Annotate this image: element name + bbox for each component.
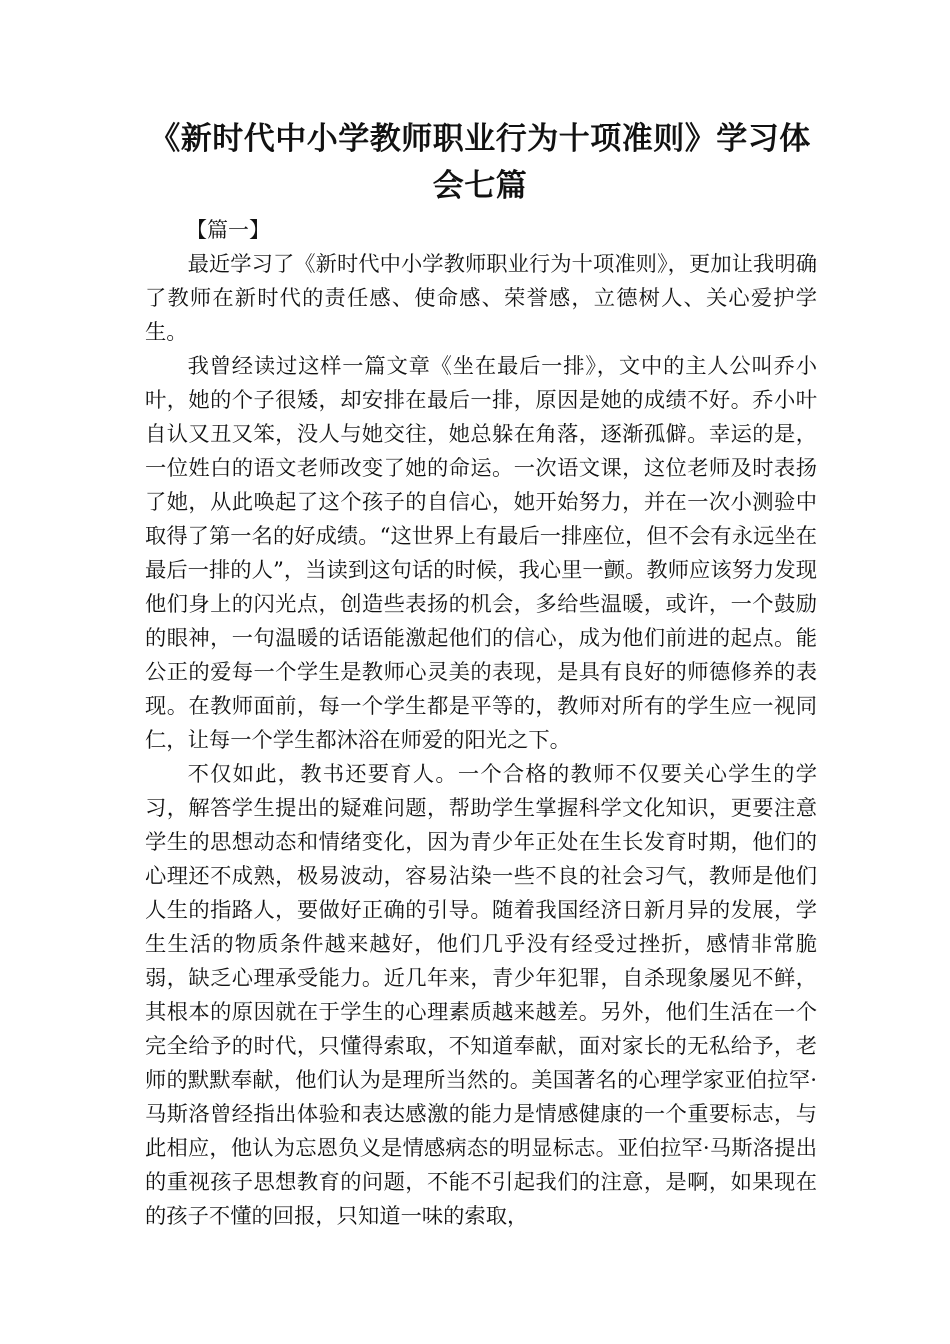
paragraph-1: 最近学习了《新时代中小学教师职业行为十项准则》，更加让我明确了教师在新时代的责任感、使命感、荣誉感，立德树人、关心爱护学生。 <box>145 252 817 345</box>
section-label: 【篇一】 <box>186 218 270 242</box>
document-body <box>145 248 817 1234</box>
paragraph-2: 我曾经读过这样一篇文章《坐在最后一排》，文中的主人公叫乔小叶，她的个子很矮，却安排在最后一排，原因是她的成绩不好。乔小叶自认又丑又笨，没人与她交往，她总躲在角落，逐渐孤僻。幸运的是，一位姓白的语文老师改变了她的命运。一次语文课，这位老师及时表扬了她，从此唤起了这个孩子的自信心，她开始努力，并在一次小测验中取得了第一名的好成绩。“这世界上有最后一排座位，但不会有永远坐在最后一排的人”，当读到这句话的时候，我心里一颤。教师应该努力发现他们身上的闪光点，创造些表扬的机会，多给些温暖，或许，一个鼓励的眼神，一句温暖的话语能激起他们的信心，成为他们前进的起点。能公正的爱每一个学生是教师心灵美的表现，是具有良好的师德修养的表现。在教师面前，每一个学生都是平等的，教师对所有的学生应一视同仁，让每一个学生都沐浴在师爱的阳光之下。 <box>145 354 817 753</box>
document-title: 《新时代中小学教师职业行为十项准则》学习体会七篇 <box>149 121 811 204</box>
paragraph-3: 不仅如此，教书还要育人。一个合格的教师不仅要关心学生的学习，解答学生提出的疑难问题，帮助学生掌握科学文化知识，更要注意学生的思想动态和情绪变化，因为青少年正处在生长发育时期，他们的心理还不成熟，极易波动，容易沾染一些不良的社会习气，教师是他们人生的指路人，要做好正确的引导。随着我国经济日新月异的发展，学生生活的物质条件越来越好，他们几乎没有经受过挫折，感情非常脆弱，缺乏心理承受能力。近几年来，青少年犯罪，自杀现象屡见不鲜，其根本的原因就在于学生的心理素质越来越差。另外，他们生活在一个完全给予的时代，只懂得索取，不知道奉献，面对家长的无私给予，老师的默默奉献，他们认为是理所当然的。美国著名的心理学家亚伯拉罕·马斯洛曾经指出体验和表达感激的能力是情感健康的一个重要标志，与此相应，他认为忘恩负义是情感病态的明显标志。亚伯拉罕·马斯洛提出的重视孩子思想教育的问题，不能不引起我们的注意，是啊，如果现在的孩子不懂的回报，只知道一味的索取， <box>145 762 817 1229</box>
